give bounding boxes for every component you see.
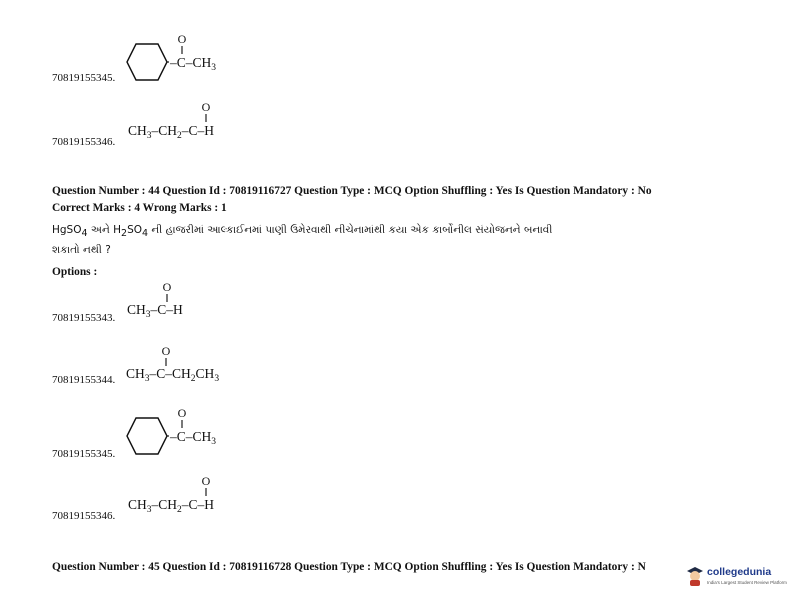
cyclohexane-ring bbox=[125, 416, 169, 456]
option-344[interactable] bbox=[0, 344, 300, 390]
question-44-header: Question Number : 44 Question Id : 70819116727 Question Type : MCQ Option Shuffling : Yes Is Question Mandatory : No bbox=[52, 185, 652, 197]
option-id: 70819155345. bbox=[52, 448, 116, 460]
carbonyl-oxygen: O ‖ bbox=[177, 32, 187, 57]
prev-option-346 bbox=[0, 100, 300, 150]
carbonyl-oxygen: O ‖ bbox=[201, 474, 211, 499]
option-345[interactable] bbox=[0, 402, 300, 464]
question-44-text-line2: શકાતો નથી ? bbox=[52, 244, 111, 256]
carbonyl-oxygen: O ‖ bbox=[162, 280, 172, 305]
question-44-marks: Correct Marks : 4 Wrong Marks : 1 bbox=[52, 202, 227, 214]
option-formula: $CH_3-CH_2-C-H$ bbox=[128, 497, 215, 515]
prev-option-345 bbox=[0, 30, 300, 90]
carbonyl-oxygen: O ‖ bbox=[177, 406, 187, 431]
option-id: 70819155344. bbox=[52, 374, 116, 386]
options-label: Options : bbox=[52, 266, 98, 278]
logo-tagline: India's Largest Student Review Platform bbox=[707, 580, 787, 585]
mascot-icon bbox=[686, 564, 704, 586]
option-id: 70819155343. bbox=[52, 312, 116, 324]
option-formula: $CH_3-C-CH_2CH_3$ bbox=[126, 366, 220, 384]
question-45-header: Question Number : 45 Question Id : 70819116728 Question Type : MCQ Option Shuffling : Yes Is Question Mandatory : N bbox=[52, 561, 646, 573]
aldehyde-formula: $CH_3-CH_2-C-H$ bbox=[128, 123, 215, 141]
carbonyl-oxygen: O ‖ bbox=[201, 100, 211, 125]
ketone-formula: $-C-CH_3$ bbox=[170, 55, 217, 73]
option-id: 70819155346. bbox=[52, 510, 116, 522]
logo-name: collegedunia bbox=[707, 566, 772, 578]
option-formula: $-C-CH_3$ bbox=[170, 429, 217, 447]
cyclohexane-ring bbox=[125, 42, 169, 82]
option-343[interactable] bbox=[0, 280, 300, 326]
option-formula: $CH_3-C-H$ bbox=[127, 302, 183, 320]
option-346[interactable] bbox=[0, 472, 300, 524]
question-44-text: HgSO4 અને H2SO4 ની હાજરીમાં આલ્કાઈનમાં પાણી ઉમેરવાથી નીચેનામાંથી કયા એક કાર્બોનીલ સંયોજનને બનાવી bbox=[52, 224, 553, 239]
collegedunia-logo bbox=[686, 560, 792, 602]
option-id: 70819155345. bbox=[52, 72, 116, 84]
option-id: 70819155346. bbox=[52, 136, 116, 148]
carbonyl-oxygen: O ‖ bbox=[161, 344, 171, 369]
